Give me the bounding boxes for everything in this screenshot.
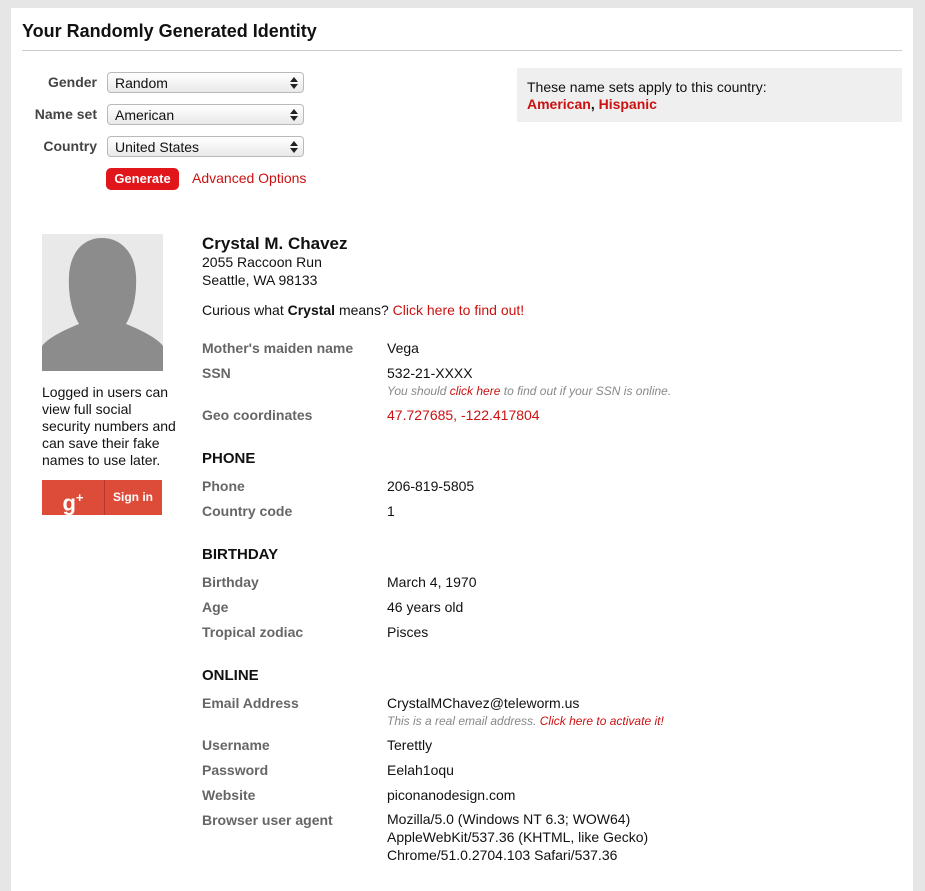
country-label: Country — [43, 138, 97, 154]
ssn-note-suffix: to find out if your SSN is online. — [500, 384, 672, 398]
nameset-label: Name set — [34, 106, 97, 122]
username-label: Username — [202, 737, 270, 753]
page-panel — [11, 8, 913, 891]
ssn-check-link[interactable]: click here — [449, 384, 501, 398]
phone-value: 206-819-5805 — [387, 478, 475, 494]
nameset-note — [517, 68, 902, 122]
maiden-name-value: Vega — [387, 340, 419, 356]
online-heading: ONLINE — [202, 667, 259, 684]
login-note: Logged in users can view full social security numbers and can save their fake names to use later. — [42, 384, 176, 468]
birthday-label: Birthday — [202, 574, 259, 590]
country-code-value: 1 — [387, 503, 395, 519]
nameset-select-value: American — [115, 107, 175, 123]
gender-select[interactable] — [107, 72, 304, 93]
email-value: CrystalMChavez@teleworm.us — [387, 695, 580, 711]
signin-label: Sign in — [113, 490, 153, 504]
user-agent-line2: AppleWebKit/537.36 (KHTML, like Gecko) — [387, 829, 649, 845]
password-label: Password — [202, 762, 269, 778]
address-line2: Seattle, WA 98133 — [202, 272, 318, 288]
country-code-label: Country code — [202, 503, 293, 519]
geo-coordinates-link[interactable]: 47.727685, -122.417804 — [387, 407, 540, 423]
curious-prefix: Curious what — [202, 302, 288, 318]
email-note-prefix: This is a real email address. — [387, 714, 540, 728]
google-plus-glyph: + — [75, 490, 84, 505]
birthday-value: March 4, 1970 — [387, 574, 477, 590]
google-plus-icon — [42, 480, 105, 515]
zodiac-value: Pisces — [387, 624, 429, 640]
phone-label: Phone — [202, 478, 245, 494]
email-label: Email Address — [202, 695, 299, 711]
google-signin-button[interactable] — [42, 480, 162, 515]
gender-label: Gender — [47, 74, 97, 90]
user-agent-label: Browser user agent — [202, 812, 333, 828]
select-arrows-icon — [290, 77, 298, 89]
user-agent-line3: Chrome/51.0.2704.103 Safari/537.36 — [387, 847, 618, 863]
select-arrows-icon — [290, 141, 298, 153]
ssn-label: SSN — [202, 365, 231, 381]
email-activate-link[interactable]: Click here to activate it! — [539, 714, 664, 728]
page-edge — [913, 0, 925, 891]
page-title: Your Randomly Generated Identity — [22, 21, 317, 41]
country-select-value: United States — [115, 139, 200, 155]
name-meaning-link[interactable]: Click here to find out! — [392, 302, 525, 318]
geo-label: Geo coordinates — [202, 407, 313, 423]
website-value: piconanodesign.com — [387, 787, 516, 803]
ssn-value: 532-21-XXXX — [387, 365, 473, 381]
nameset-select[interactable] — [107, 104, 304, 125]
address-line1: 2055 Raccoon Run — [202, 254, 322, 270]
ssn-note-prefix: You should — [387, 384, 450, 398]
hispanic-nameset-link[interactable]: Hispanic — [598, 96, 657, 112]
name-meaning-line — [202, 302, 524, 318]
advanced-options-link[interactable]: Advanced Options — [192, 170, 307, 186]
country-select[interactable] — [107, 136, 304, 157]
generate-button[interactable]: Generate — [106, 168, 179, 190]
email-note — [387, 714, 664, 728]
age-label: Age — [202, 599, 229, 615]
american-nameset-link[interactable]: American — [527, 96, 591, 112]
avatar-silhouette-icon — [42, 234, 163, 371]
phone-heading: PHONE — [202, 450, 256, 467]
ssn-note — [387, 384, 671, 398]
select-arrows-icon — [290, 109, 298, 121]
age-value: 46 years old — [387, 599, 464, 615]
title-divider — [22, 50, 902, 51]
maiden-name-label: Mother's maiden name — [202, 340, 354, 356]
avatar — [42, 234, 163, 371]
password-value: Eelah1oqu — [387, 762, 454, 778]
website-label: Website — [202, 787, 256, 803]
identity-name: Crystal M. Chavez — [202, 234, 348, 253]
nameset-separator: , — [590, 96, 599, 112]
username-value: Terettly — [387, 737, 433, 753]
curious-suffix: means? — [335, 302, 393, 318]
nameset-note-links — [527, 96, 657, 112]
nameset-note-text: These name sets apply to this country: — [527, 79, 767, 95]
user-agent-value — [387, 810, 687, 864]
curious-name: Crystal — [287, 302, 336, 318]
gender-select-value: Random — [115, 75, 168, 91]
user-agent-line1: Mozilla/5.0 (Windows NT 6.3; WOW64) — [387, 811, 631, 827]
birthday-heading: BIRTHDAY — [202, 546, 279, 563]
zodiac-label: Tropical zodiac — [202, 624, 304, 640]
google-g-glyph: g — [62, 490, 76, 516]
